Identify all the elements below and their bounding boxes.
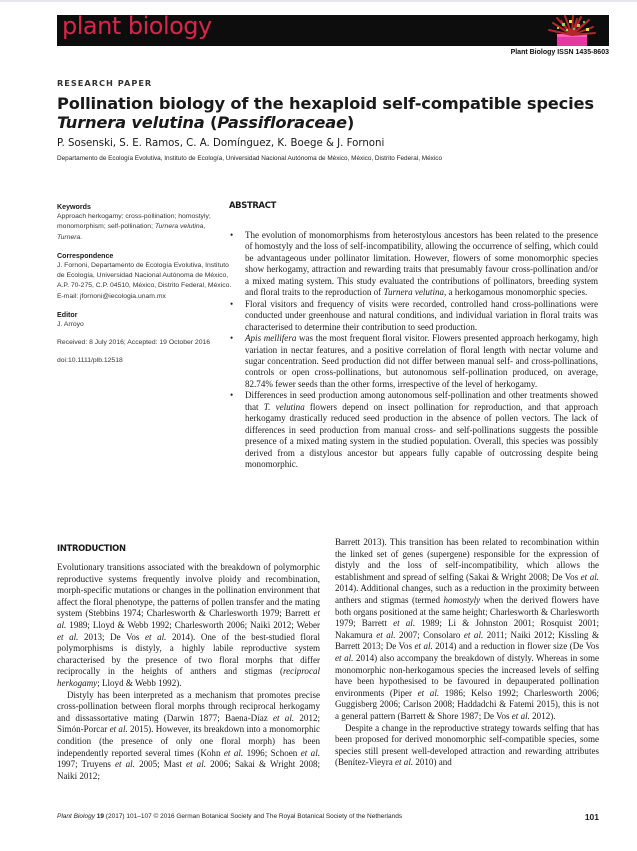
abstract-bullet xyxy=(229,230,598,299)
author-list: P. Sosenski, S. E. Ramos, C. A. Domínguez, K. Boege & J. Fornoni xyxy=(57,138,385,149)
abstract-bullet-list xyxy=(229,230,598,471)
bullet-icon: • xyxy=(230,333,234,344)
journal-issn: Plant Biology ISSN 1435-8603 xyxy=(510,49,609,56)
editor-name: J. Arroyo xyxy=(57,321,84,329)
title-line-1: Pollination biology of the hexaploid self-compatible species xyxy=(57,94,594,113)
flower-illustration-icon xyxy=(533,15,603,46)
author-affiliation: Departamento de Ecología Evolutiva, Instituto de Ecología, Universidad Nacional Autónoma de México, México, Distrito Federal, México xyxy=(57,155,443,162)
abstract-italic: T. velutina xyxy=(263,401,305,412)
correspondence-heading: Correspondence xyxy=(57,251,114,260)
abstract-text: Differences in seed production among autonomous self-pollination and other treatments showed that xyxy=(245,390,598,412)
editor-block xyxy=(57,310,232,330)
abstract-italic: Turnera velutina xyxy=(383,287,445,298)
body-paragraph: Distyly has been interpreted as a mechanism that promotes precise cross-pollination between floral morphs through reciprocal herkogamy and dissassortative mating (Darwin 1877; Baena-Díaz et al. 2012; Simón-Porcar et al. 2015). However, its breakdown into a monomorphic condition (the presence of only one floral morph) has been independently reported several times (Kohn et al. 1996; Schoen et al. 1997; Truyens et al. 2005; Mast et al. 2006; Sakai & Wright 2008; Naiki 2012; xyxy=(57,689,321,781)
correspondence-block xyxy=(57,251,232,302)
keywords-block xyxy=(57,202,232,243)
dates-block xyxy=(57,338,232,348)
title-family: Passifloraceae xyxy=(217,113,347,132)
abstract-bullet xyxy=(229,333,598,390)
title-paren-close: ) xyxy=(346,113,355,132)
doi-link[interactable]: doi:10.1111/plb.12518 xyxy=(57,357,123,365)
bullet-icon: • xyxy=(230,298,234,309)
footer-citation: (2017) 101–107 © 2016 German Botanical Society and The Royal Botanical Society of the Netherlands xyxy=(104,813,403,820)
page-footer xyxy=(57,813,599,820)
title-paren-open: ( xyxy=(204,113,218,132)
abstract-body xyxy=(229,230,598,471)
abstract-bullet xyxy=(229,390,598,470)
body-paragraph: Evolutionary transitions associated with the breakdown of polymorphic reproductive systems frequently involve ploidy and recombination, morph-specific mutations or changes in the pollination environment that affect the floral phenotype, the patterns of pollen transfer and the mating system (Stebbins 1974; Charlesworth & Charlesworth 1979; Barrett et al. 1989; Lloyd & Webb 1992; Charlesworth 2006; Naiki 2012; Weber et al. 2013; De Vos et al. 2014). One of the best-studied floral polymorphisms is distyly, a highly labile reproductive system characterised by the presence of two floral morphs that differ reciprocally in the heights of anthers and stigmas (reciprocal herkogamy; Lloyd & Webb 1992). xyxy=(57,562,321,688)
abstract-italic: Apis mellifera xyxy=(245,333,297,344)
introduction-heading: INTRODUCTION xyxy=(57,543,126,553)
bullet-icon: • xyxy=(230,390,234,401)
abstract-text: Floral visitors and frequency of visits were recorded, controlled hand cross-pollinations were conducted under greenhouse and natural conditions, and individual variation in floral traits was characterised to determine their contribution to seed production. xyxy=(245,298,598,332)
body-paragraph: Despite a change in the reproductive strategy towards selfing that has been proposed for derived monomorphic self-compatible species, some species still present well-developed attraction and rewarding attributes (Benítez-Vieyra et al. 2010) and xyxy=(335,722,599,768)
article-type-label: RESEARCH PAPER xyxy=(57,78,153,88)
abstract-text: The evolution of monomorphisms from heterostylous ancestors has been related to the presence of homostyly and the loss of self-incompatibility, allowing the occurrence of selfing, which could be advantageous under pollinator limitation. However, flowers of some monomorphic species show herkogamy, attraction and rewarding traits that presumably favour cross-pollination and/or a mixed mating system. This study evaluated the contributions of pollinators, breeding system and floral traits to the reproduction of xyxy=(245,230,598,298)
body-column-right xyxy=(335,537,599,769)
keywords-heading: Keywords xyxy=(57,203,91,211)
body-column-left xyxy=(57,562,320,782)
keywords-italic: Turnera velutina, Turnera. xyxy=(57,223,206,241)
editor-heading: Editor xyxy=(57,310,78,319)
journal-logo-text: plant biology xyxy=(62,15,212,40)
correspondence-address: J. Fornoni, Departamento de Ecología Evolutiva, Instituto de Ecología, Universidad Nacional Autónoma de México, A.P. 70-275, C.P. 04510, México, Distrito Federal, México. xyxy=(57,262,232,290)
bullet-icon: • xyxy=(230,230,234,240)
title-species: Turnera velutina xyxy=(57,113,205,132)
top-border xyxy=(0,0,637,2)
journal-banner xyxy=(57,15,609,46)
doi-block xyxy=(57,356,232,366)
article-title xyxy=(57,94,602,132)
abstract-text: flowers depend on insect pollination for reproduction, and that approach herkogamy drastically reduced seed production in the absence of pollen vectors. The lack of differences in seed production from manual cross- and self-pollinations suggests the possible presence of a mixed mating system in the studied population. Overall, this species was possibly derived from a distylous ancestor but appears fully capable of outcrossing despite being monomorphic. xyxy=(245,401,599,470)
abstract-heading: ABSTRACT xyxy=(229,200,276,210)
correspondence-email[interactable]: E-mail: jfornoni@iecologia.unam.mx xyxy=(57,292,166,300)
received-accepted-dates: Received: 8 July 2016; Accepted: 19 October 2016 xyxy=(57,339,211,347)
body-paragraph: Barrett 2013). This transition has been related to recombination within the linked set of genes (supergene) responsible for the expression of distyly and the loss of self-incompatibility, which allows the establishment and spread of selfing (Sakai & Wright 2008; De Vos et al. 2014). Additional changes, such as a reduction in the proximity between anthers and stigmas (termed homostyly when the derived flowers have both organs positioned at the same height; Charlesworth & Charlesworth 1979; Barrett et al. 1989; Li & Johnston 2001; Rosquist 2001; Nakamura et al. 2007; Consolaro et al. 2011; Naiki 2012; Kissling & Barrett 2013; De Vos et al. 2014) and a reduction in flower size (De Vos et al. 2014) also accompany the breakdown of distyly. Whereas in some monomorphic non-herkogamous species the increased levels of selfing have been hypothesised to be favoured in depauperated pollination environments (Piper et al. 1986; Kelso 1992; Charlesworth 2006; Guggisberg 2006; Carlson 2008; Haddadchi & Fatemi 2015), this is not a general pattern (Barrett & Shore 1987; De Vos et al. 2012). xyxy=(335,537,600,721)
abstract-text: was the most frequent floral visitor. Flowers presented approach herkogamy, high variation in nectar features, and a positive correlation of floral length with nectar volume and sugar concentration. Seed production did not differ between manual self- and cross-pollinations, controls or open cross-pollinations, but autonomous self-pollination produced, on average, 82.74% fewer seeds than the other forms, irrespective of the level of herkogamy. xyxy=(245,333,598,389)
article-info-sidebar xyxy=(57,202,232,375)
page-number: 101 xyxy=(584,812,599,822)
abstract-bullet xyxy=(229,299,598,333)
footer-volume: 19 xyxy=(96,813,104,820)
abstract-text: , a herkogamous monomorphic species. xyxy=(444,287,588,298)
keywords-text: Approach herkogamy; cross-pollination; homostyly; monomorphism; self-pollination; xyxy=(57,213,211,231)
footer-journal: Plant Biology xyxy=(57,813,95,820)
